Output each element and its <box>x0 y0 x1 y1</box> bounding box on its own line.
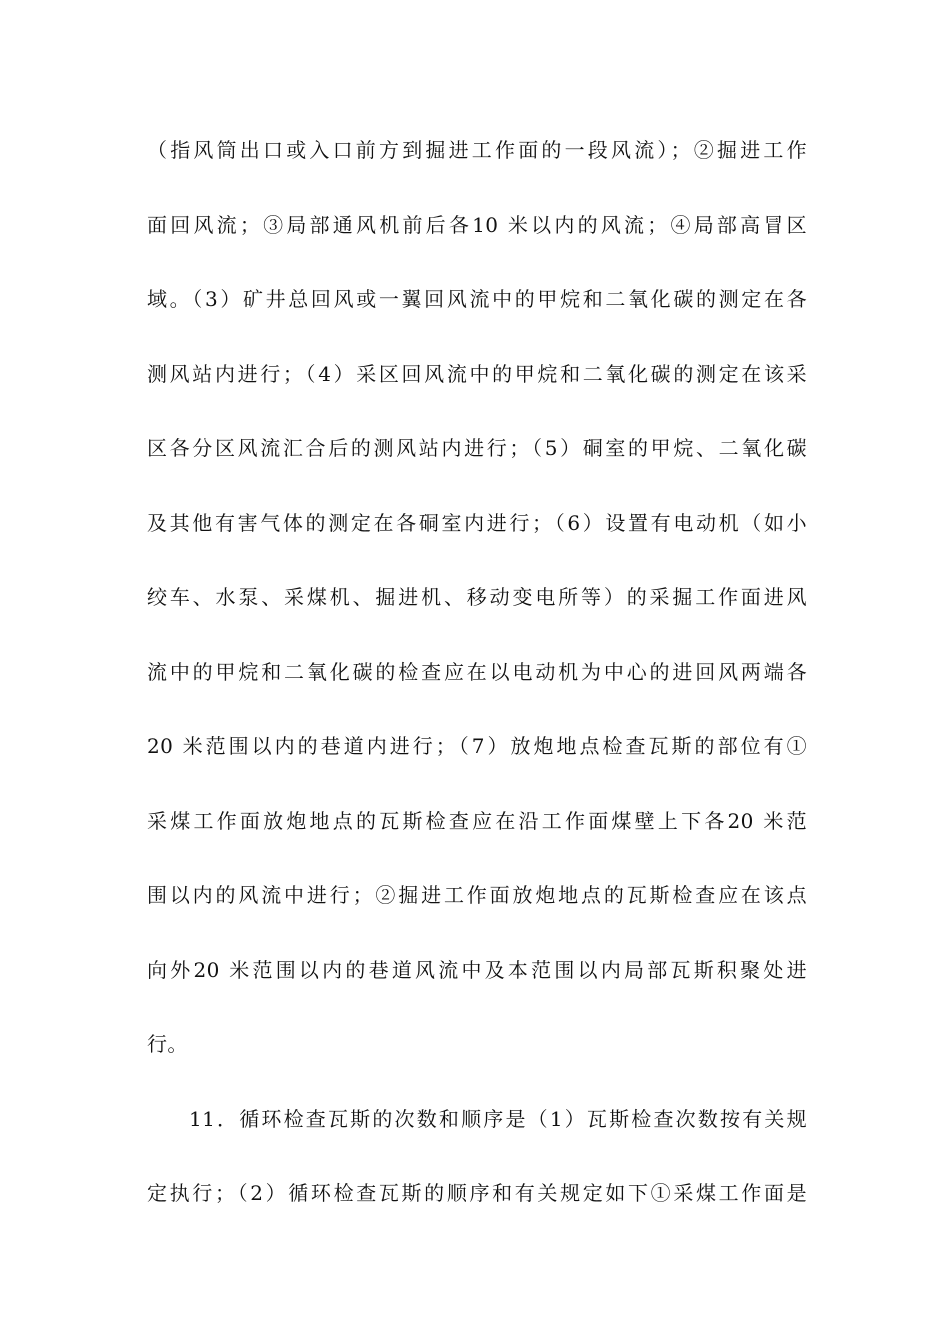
text-line: 定执行；（2）循环检查瓦斯的顺序和有关规定如下①采煤工作面是 <box>147 1181 807 1205</box>
text-line: 面回风流；③局部通风机前后各10 米以内的风流；④局部高冒区 <box>147 212 807 237</box>
text-line: 域。（3）矿井总回风或一翼回风流中的甲烷和二氧化碳的测定在各 <box>147 287 807 311</box>
text-line: 行。 <box>147 1032 188 1056</box>
text-line: 20 米范围以内的巷道内进行；（7）放炮地点检查瓦斯的部位有① <box>147 734 807 758</box>
text-line: 区各分区风流汇合后的测风站内进行；（5）硐室的甲烷、二氧化碳 <box>147 436 807 460</box>
document-body <box>147 122 807 1240</box>
text-line: （指风筒出口或入口前方到掘进工作面的一段风流）；②掘进工作 <box>147 138 807 162</box>
text-line: 绞车、水泵、采煤机、掘进机、移动变电所等）的采掘工作面进风 <box>147 585 807 609</box>
text-line: 及其他有害气体的测定在各硐室内进行；（6）设置有电动机（如小 <box>147 510 807 535</box>
text-line: 测风站内进行；（4）采区回风流中的甲烷和二氧化碳的测定在该采 <box>147 361 807 386</box>
section-11-first-line: 11．循环检查瓦斯的次数和顺序是（1）瓦斯检查次数按有关规 <box>189 1106 807 1131</box>
text-line: 围以内的风流中进行；②掘进工作面放炮地点的瓦斯检查应在该点 <box>147 883 807 907</box>
text-line: 采煤工作面放炮地点的瓦斯检查应在沿工作面煤壁上下各20 米范 <box>147 808 807 833</box>
text-line: 向外20 米范围以内的巷道风流中及本范围以内局部瓦斯积聚处进 <box>147 957 807 982</box>
text-line: 流中的甲烷和二氧化碳的检查应在以电动机为中心的进回风两端各 <box>147 659 807 684</box>
